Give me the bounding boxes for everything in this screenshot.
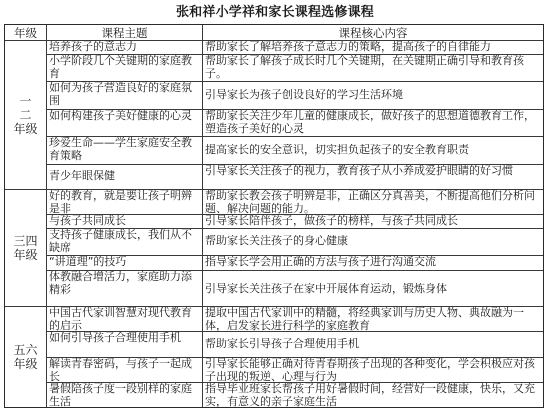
content-cell: 帮助家长教会孩子明辨是非，正确区分真善美，不断提高他们分析问题、解决问题的能力。	[205, 190, 535, 214]
topic-cell: 与孩子共同成长	[49, 215, 126, 227]
content-cell: 提高家长的安全意识，切实担负起孩子的安全教育职责	[205, 144, 469, 156]
header-topic: 课程主题	[101, 26, 148, 40]
grade-text: 年级	[13, 248, 38, 262]
grade-label	[5, 307, 46, 407]
content-cell: 帮助家长关注孩子的身心健康	[205, 235, 348, 247]
content-cell: 帮助家长关注少年儿童的健康成长，做好孩子的思想道德教育工作，塑造孩子美好的心灵	[205, 110, 535, 135]
grade-text: 五六	[13, 343, 38, 357]
header-grade: 年级	[14, 26, 37, 40]
content-cell: 引导家长关注孩子的视力，教育孩子从小养成爱护眼睛的好习惯	[205, 165, 513, 177]
grade-text: 年级	[13, 357, 38, 371]
content-cell: 帮助家长引导孩子合理使用手机	[205, 338, 359, 350]
topic-cell: 中国古代家训智慧对现代教育的启示	[49, 307, 192, 331]
content-cell: 帮助家长了解培养孩子意志力的策略，提高孩子的自律能力	[205, 41, 491, 53]
content-cell: 引导家长关注孩子在家中开展体育运动，锻炼身体	[205, 283, 447, 295]
grade-text: 二	[19, 108, 32, 122]
page-title: 张和祥小学祥和家长课程选修课程	[175, 5, 374, 20]
grade-text: 三四	[13, 234, 38, 248]
grade-text: 一	[19, 94, 32, 108]
topic-cell: 如何构建孩子美好健康的心灵	[49, 110, 192, 122]
topic-cell: 培养孩子的意志力	[49, 41, 137, 53]
content-cell: 指导家长学会用正确的方法与孩子进行沟通交流	[205, 256, 436, 268]
topic-cell: 体教融合增活力，家庭助力添精彩	[49, 271, 192, 296]
topic-cell: 小学阶段几个关键期的家庭教育	[49, 55, 192, 80]
grade-text: 年级	[13, 122, 38, 136]
content-cell: 引导家长陪伴孩子，做孩子的榜样，与孩子共同成长	[205, 215, 458, 227]
content-cell: 帮助家长了解孩子成长时几个关键期，在关键期正确引导和教育孩子。	[205, 55, 524, 80]
topic-cell: 解读青春密码，与孩子一起成长	[49, 358, 192, 382]
topic-cell: 好的教育，就是要让孩子明辨是非	[49, 190, 192, 214]
content-cell: 引导家长为孩子创设良好的学习生活环境	[205, 89, 403, 101]
grade-label	[5, 41, 46, 189]
content-cell: 提取中国古代家训中的精髓，将经典家训与历史人物、典故融为一体，启发家长进行科学的家庭教育	[205, 307, 524, 331]
topic-cell: 珍爱生命——学生家庭安全教育策略	[49, 137, 192, 162]
topic-cell: “讲道理”的技巧	[49, 256, 127, 268]
topic-cell: 暑假陪孩子度一段别样的家庭生活	[49, 383, 192, 407]
topic-cell: 如何引导孩子合理使用手机	[49, 332, 181, 344]
grade-label	[5, 190, 46, 306]
header-content: 课程核心内容	[338, 26, 408, 40]
topic-cell: 如何为孩子营造良好的家庭氛围	[49, 82, 192, 107]
topic-cell: 青少年眼保健	[49, 170, 115, 182]
topic-cell: 支持孩子健康成长，我们从不缺席	[49, 229, 192, 254]
content-cell: 指导毕业班家长帮孩子用好暑假时间，经营好一段健康，快乐，又充实，有意义的亲子家庭生活	[205, 383, 535, 407]
content-cell: 引导家长能够正确对待青春期孩子出现的各种变化，学会积极应对孩子出现的叛逆、心理与行为	[205, 358, 535, 382]
course-table	[4, 24, 544, 408]
